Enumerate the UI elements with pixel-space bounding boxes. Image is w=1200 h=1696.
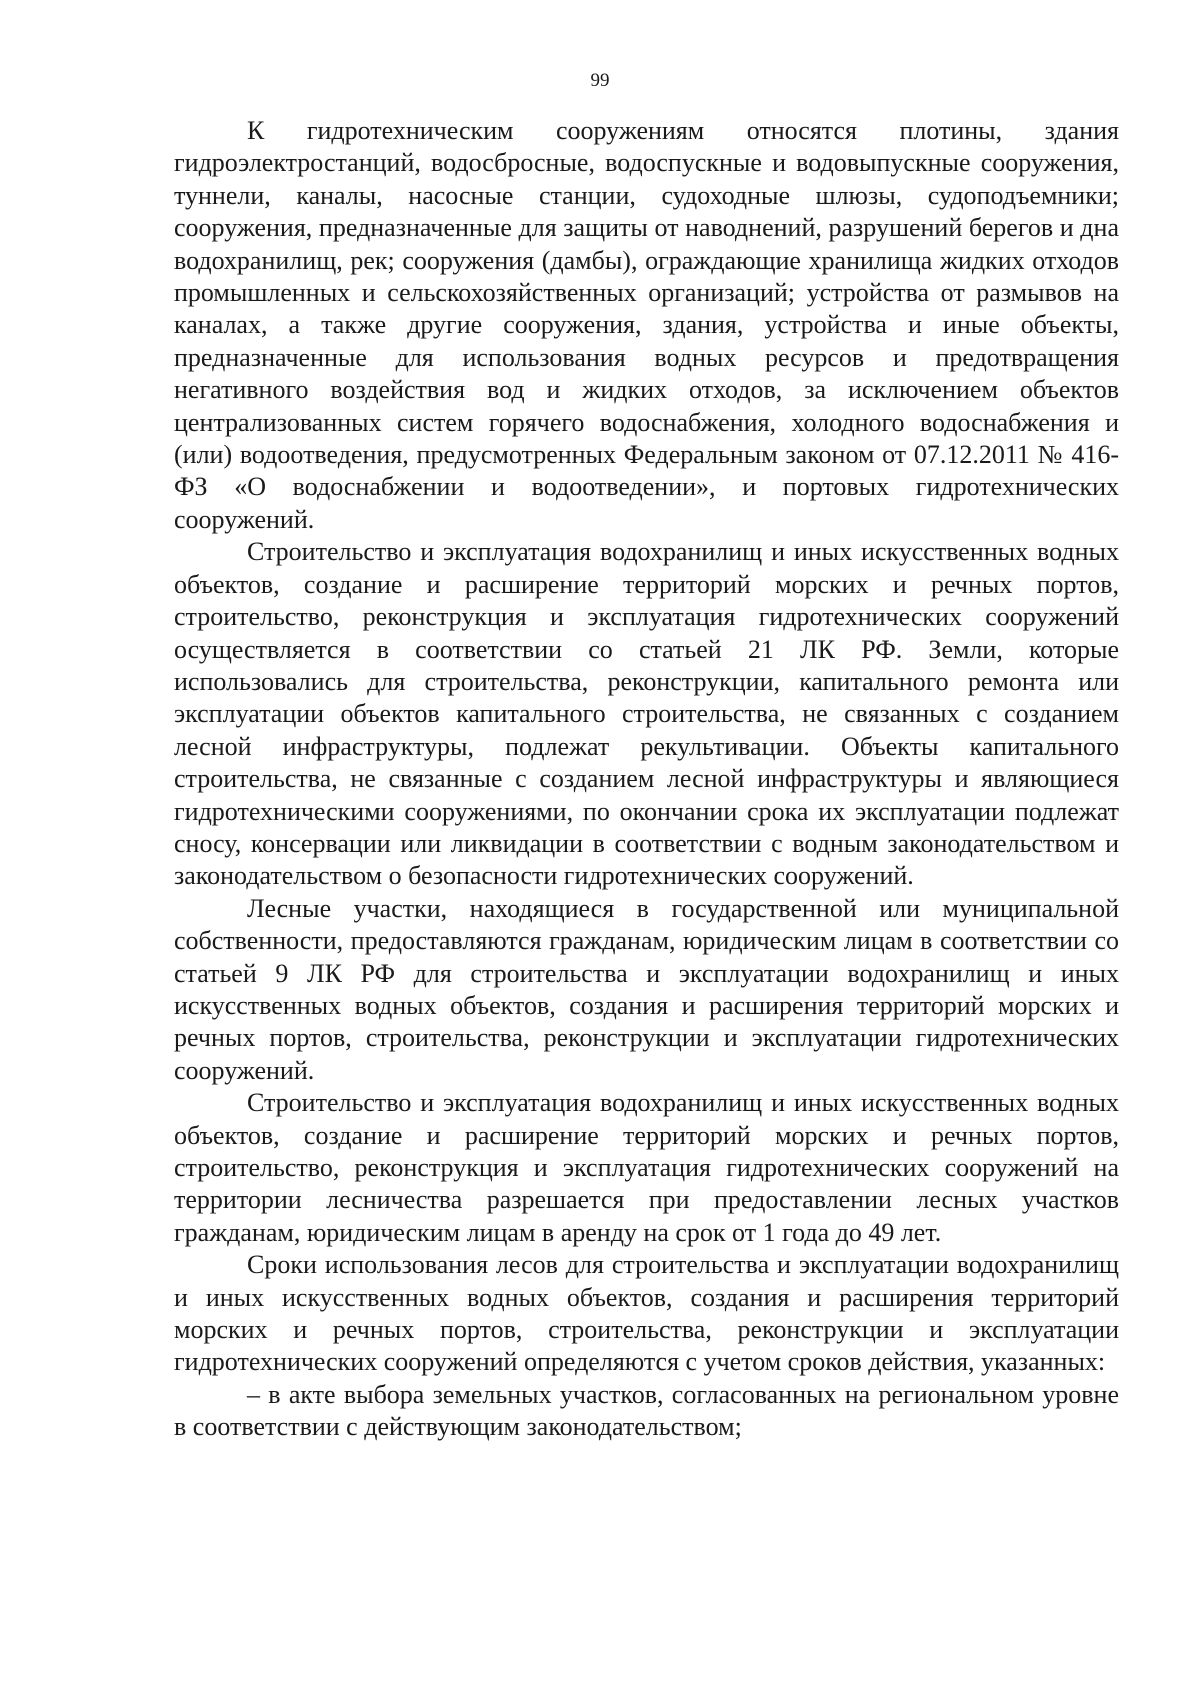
paragraph-forest-plots: Лесные участки, находящиеся в государственной или муниципальной собственности, предоставляются гражданам, юридическим лицам в соответствии со статьей 9 ЛК РФ для строительства и эксплуатации водохранилищ и иных искусственных водных объектов, создания и расширения территорий морских и речных портов, строительства, реконструкции и эксплуатации гидротехнических сооружений.: [174, 893, 1119, 1085]
page-number: 99: [590, 70, 610, 91]
body-text: [174, 115, 1119, 1444]
paragraph-usage-periods: Сроки использования лесов для строительства и эксплуатации водохранилищ и иных искусственных водных объектов, создания и расширения территорий морских и речных портов, строительства, реконструкции и эксплуатации гидротехнических сооружений определяются с учетом сроков действия, указанных:: [174, 1250, 1119, 1377]
list-item-land-selection-act: – в акте выбора земельных участков, согласованных на региональном уровне в соответствии с действующим законодательством;: [174, 1379, 1119, 1442]
paragraph-lease-terms: Строительство и эксплуатация водохранилищ и иных искусственных водных объектов, создание и расширение территорий морских и речных портов, строительство, реконструкция и эксплуатация гидротехнических сооружений на территории лесничества разрешается при предоставлении лесных участков гражданам, юридическим лицам в аренду на срок от 1 года до 49 лет.: [174, 1088, 1119, 1247]
paragraph-hydraulic-structures: К гидротехническим сооружениям относятся плотины, здания гидроэлектростанций, водосбросные, водоспускные и водовыпускные сооружения, туннели, каналы, насосные станции, судоходные шлюзы, судоподъемники; сооружения, предназначенные для защиты от наводнений, разрушений берегов и дна водохранилищ, рек; сооружения (дамбы), ограждающие хранилища жидких отходов промышленных и сельскохозяйственных организаций; устройства от размывов на каналах, а также другие сооружения, здания, устройства и иные объекты, предназначенные для использования водных ресурсов и предотвращения негативного воздействия вод и жидких отходов, за исключением объектов централизованных систем горячего водоснабжения, холодного водоснабжения и (или) водоотведения, предусмотренных Федеральным законом от 07.12.2011 № 416-ФЗ «О водоснабжении и водоотведении», и портовых гидротехнических сооружений.: [174, 116, 1119, 534]
paragraph-construction-operation: Строительство и эксплуатация водохранилищ и иных искусственных водных объектов, создание и расширение территорий морских и речных портов, строительство, реконструкция и эксплуатация гидротехнических сооружений осуществляется в соответствии со статьей 21 ЛК РФ. Земли, которые использовались для строительства, реконструкции, капитального ремонта или эксплуатации объектов капитального строительства, не связанных с созданием лесной инфраструктуры, подлежат рекультивации. Объекты капитального строительства, не связанные с созданием лесной инфраструктуры и являющиеся гидротехническими сооружениями, по окончании срока их эксплуатации подлежат сносу, консервации или ликвидации в соответствии с водным законодательством и законодательством о безопасности гидротехнических сооружений.: [174, 537, 1119, 891]
